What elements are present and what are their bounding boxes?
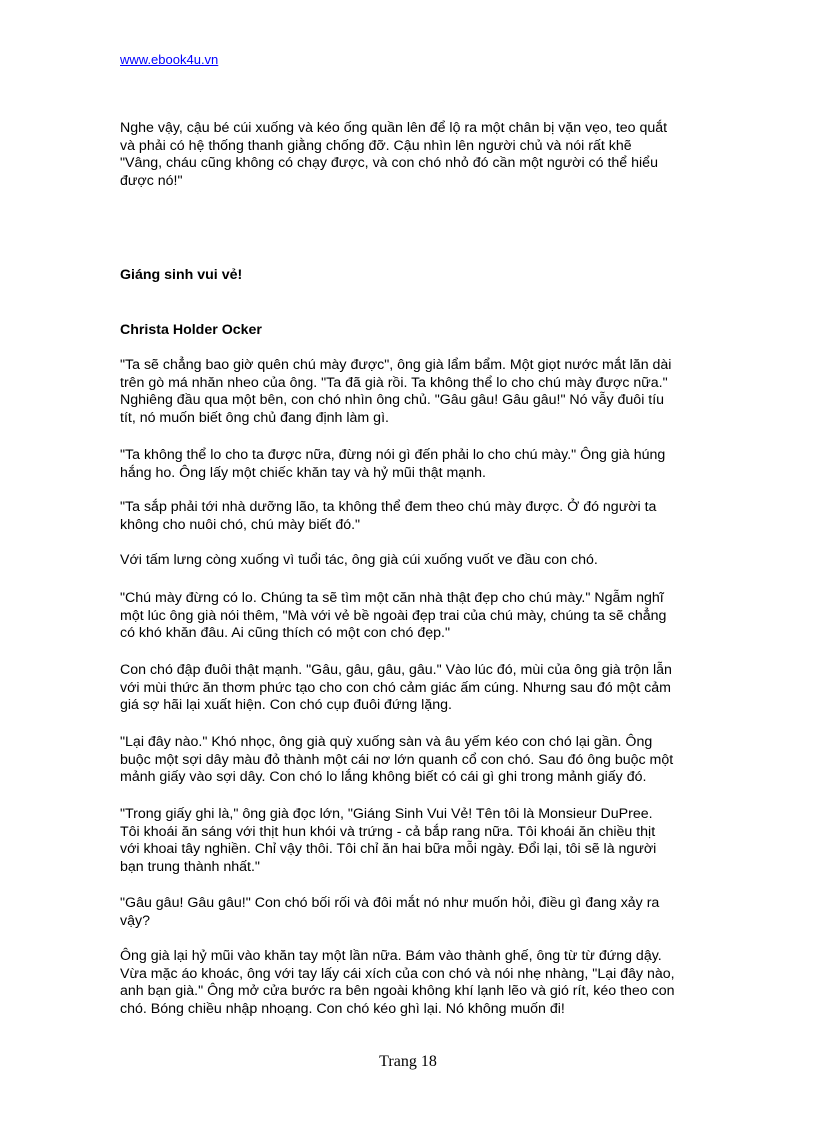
paragraph-2: "Ta không thể lo cho ta được nữa, đừng nói gì đến phải lo cho chú mày." Ông già húng hắng ho. Ông lấy một chiếc khăn tay và hỷ mũi thật mạnh.: [120, 447, 666, 481]
paragraph-intro: Nghe vậy, cậu bé cúi xuống và kéo ống quần lên để lộ ra một chân bị vặn vẹo, teo quắt và phải có hệ thống thanh giằng chống đỡ. Cậu nhìn lên người chủ và nói rất khẽ "Vâng, cháu cũng không có chạy được, và con chó nhỏ đó cần một người có thể hiểu được nó!": [120, 120, 668, 189]
paragraph-9: "Gâu gâu! Gâu gâu!" Con chó bối rối và đôi mắt nó như muốn hỏi, điều gì đang xảy ra vậy?: [120, 895, 660, 929]
page-number: Trang 18: [379, 1053, 437, 1070]
header-website-link[interactable]: www.ebook4u.vn: [120, 52, 219, 67]
paragraph-5: "Chú mày đừng có lo. Chúng ta sẽ tìm một căn nhà thật đẹp cho chú mày." Ngẫm nghĩ một lúc ông già nói thêm, "Mà với vẻ bề ngoài đẹp trai của chú mày, chúng ta sẽ chẳng có khó khăn đâu. Ai cũng thích có một con chó đẹp.": [120, 590, 667, 642]
paragraph-3: "Ta sắp phải tới nhà dưỡng lão, ta không thể đem theo chú mày được. Ở đó người ta không cho nuôi chó, chú mày biết đó.": [120, 499, 657, 533]
paragraph-6: Con chó đập đuôi thật mạnh. "Gâu, gâu, gâu, gâu." Vào lúc đó, mùi của ông già trộn lẫn với mùi thức ăn thơm phức tạo cho con chó cảm giác ấm cúng. Nhưng sau đó một cảm giá sợ hãi lại xuất hiện. Con chó cụp đuôi đứng lặng.: [120, 662, 672, 714]
paragraph-4: Với tấm lưng còng xuống vì tuổi tác, ông già cúi xuống vuốt ve đầu con chó.: [120, 552, 598, 568]
section-title: Giáng sinh vui vẻ!: [120, 267, 243, 283]
paragraph-8: "Trong giấy ghi là," ông già đọc lớn, "Giáng Sinh Vui Vẻ! Tên tôi là Monsieur DuPree. Tôi khoái ăn sáng với thịt hun khói và trứng - cả bắp rang nữa. Tôi khoái ăn chiều thịt với khoai tây nghiền. Chỉ vậy thôi. Tôi chỉ ăn hai bữa mỗi ngày. Đổi lại, tôi sẽ là người bạn trung thành nhất.": [120, 806, 657, 875]
paragraph-7: "Lại đây nào." Khó nhọc, ông già quỳ xuống sàn và âu yếm kéo con chó lại gần. Ông buộc một sợi dây màu đỏ thành một cái nơ lớn quanh cổ con chó. Sau đó ông buộc một mảnh giấy vào sợi dây. Con chó lo lắng không biết có cái gì ghi trong mảnh giấy đó.: [120, 734, 674, 786]
paragraph-10: Ông già lại hỷ mũi vào khăn tay một lần nữa. Bám vào thành ghế, ông từ từ đứng dậy. Vừa mặc áo khoác, ông với tay lấy cái xích của con chó và nói nhẹ nhàng, "Lại đây nào, anh bạn già." Ông mở cửa bước ra bên ngoài không khí lạnh lẽo và gió rít, kéo theo con chó. Bóng chiều nhập nhoạng. Con chó kéo ghì lại. Nó không muốn đi!: [120, 948, 675, 1017]
author-name: Christa Holder Ocker: [120, 322, 262, 338]
paragraph-1: "Ta sẽ chẳng bao giờ quên chú mày được", ông già lẩm bẩm. Một giọt nước mắt lăn dài trên gò má nhăn nheo của ông. "Ta đã già rồi. Ta không thể lo cho chú mày được nữa." Nghiêng đầu qua một bên, con chó nhìn ông chủ. "Gâu gâu! Gâu gâu!" Nó vẫy đuôi tíu tít, nó muốn biết ông chủ đang định làm gì.: [120, 357, 672, 426]
